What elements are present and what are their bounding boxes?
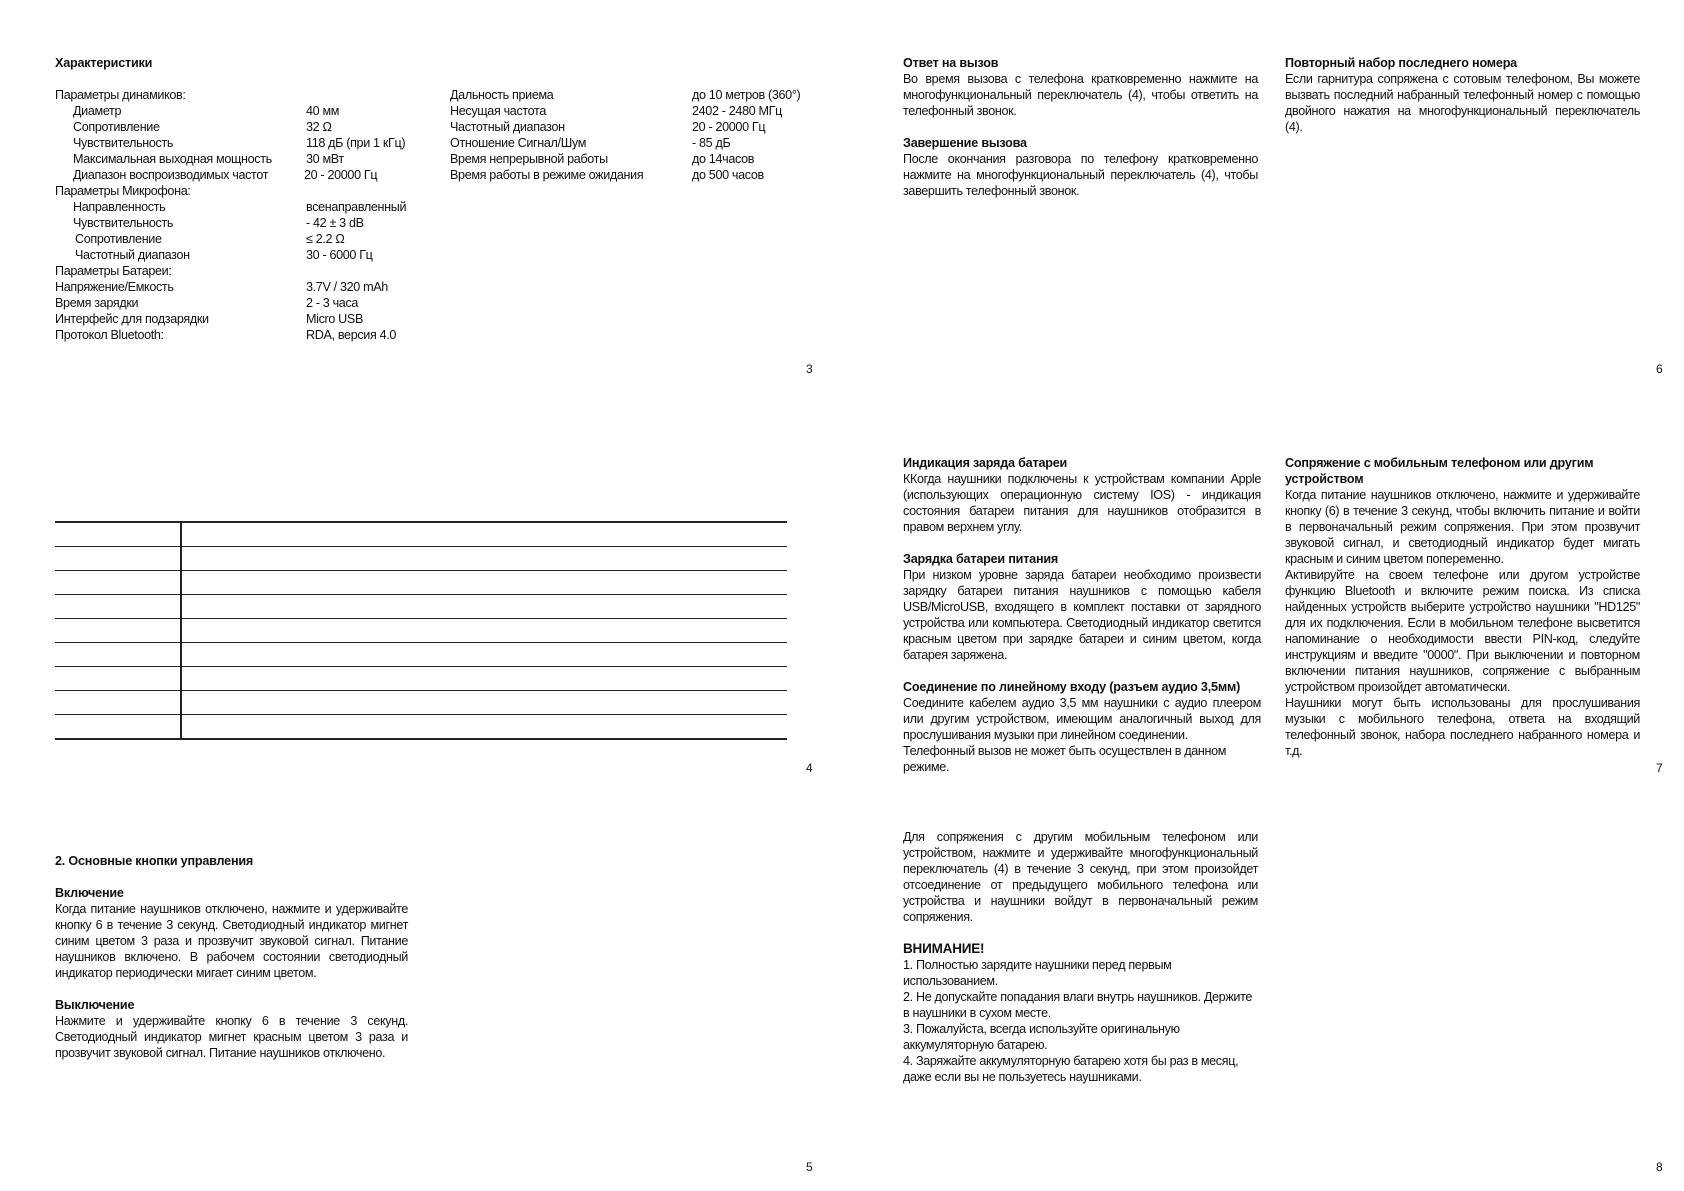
radio-spec-list <box>450 87 801 183</box>
spec-row: Направленность всенаправленный <box>73 200 407 214</box>
spec-row: Частотный диапазон 30 - 6000 Гц <box>75 248 373 262</box>
list-item: 2. Не допускайте попадания влаги внутрь наушников. Держите в наушники в сухом месте. <box>903 990 1253 1020</box>
table-row <box>55 547 787 571</box>
spec-row: Напряжение/Емкость 3.7V / 320 mAh <box>55 280 388 294</box>
list-item: 1. Полностью зарядите наушники перед первым использованием. <box>903 958 1172 988</box>
spec-row: Параметры Микрофона: <box>55 184 191 198</box>
redial-text: Если гарнитура сопряжена с сотовым телефоном, Вы можете вызвать последний набранный телефонный номер с помощью двойного нажатия на многофункциональный переключатель (4). <box>1285 72 1640 134</box>
page-number-8: 8 <box>1656 1160 1663 1174</box>
page-number-7: 7 <box>1656 761 1663 775</box>
line-in-heading: Соединение по линейному входу (разъем аудио 3,5мм) <box>903 680 1241 694</box>
spec-row: Параметры Батареи: <box>55 264 172 278</box>
speaker-spec-list <box>55 87 415 343</box>
charging-text: При низком уровне заряда батареи необходимо произвести зарядку батареи питания наушников с помощью кабеля USB/MicroUSB, входящего в комплект поставки от зарядного устройства или компьютера. Светодиодный индикатор светится красным цветом при зарядке батареи и синим цветом, когда батарея заряжена. <box>903 568 1261 662</box>
table-row <box>55 522 787 547</box>
redial-section <box>1285 55 1640 135</box>
call-section <box>903 55 1258 199</box>
pairing-text-3: Наушники могут быть использованы для прослушивания музыки с мобильного телефона, ответа на входящий телефонный звонок, набора последнего набранного номера и т.д. <box>1285 696 1640 758</box>
line-in-note: Телефонный вызов не может быть осуществлен в данном режиме. <box>903 744 1227 774</box>
spec-row: Протокол Bluetooth: RDA, версия 4.0 <box>55 328 397 342</box>
table-row <box>55 595 787 619</box>
spec-row: Диаметр 40 мм <box>73 104 340 118</box>
answer-call-text: Во время вызова с телефона кратковременно нажмите на многофункциональный переключатель (4), чтобы ответить на телефонный звонок. <box>903 72 1258 118</box>
spec-row: Сопротивление ≤ 2.2 Ω <box>75 232 345 246</box>
page3-title: Характеристики <box>55 56 153 70</box>
pairing-heading: Сопряжение с мобильным телефоном или другим устройством <box>1285 456 1594 486</box>
battery-indication-text: ККогда наушники подключены к устройствам компании Apple (использующих операционную систему IOS) - индикация состояния батареи питания для наушников отобразится в правом верхнем углу. <box>903 472 1261 534</box>
warning-list <box>903 957 1258 1085</box>
empty-table <box>55 521 787 740</box>
repairing-section <box>903 829 1258 1085</box>
table-row <box>55 619 787 643</box>
list-item: 3. Пожалуйста, всегда используйте оригинальную аккумуляторную батарею. <box>903 1022 1180 1052</box>
spec-row: Частотный диапазон 20 - 20000 Гц <box>450 120 766 134</box>
page-number-3: 3 <box>806 362 813 376</box>
table-row <box>55 571 787 595</box>
spec-row: Параметры динамиков: <box>55 88 186 102</box>
spec-row: Чувствительность - 42 ± 3 dB <box>73 216 364 230</box>
list-item: 4. Заряжайте аккумуляторную батарею хотя бы раз в месяц, даже если вы не пользуетесь наушниками. <box>903 1054 1239 1084</box>
power-off-heading: Выключение <box>55 998 135 1012</box>
repairing-text: Для сопряжения с другим мобильным телефоном или устройством, нажмите и удерживайте многофункциональный переключатель (4) в течение 3 секунд, при этом произойдет отсоединение от предыдущего мобильного телефона или устройства и наушники войдут в первоначальный режим сопряжения. <box>903 830 1258 924</box>
battery-section <box>903 455 1261 775</box>
spec-row: Интерфейс для подзарядки Micro USB <box>55 312 364 326</box>
spec-row: Время работы в режиме ожидания до 500 часов <box>450 168 764 182</box>
warning-heading: ВНИМАНИЕ! <box>903 941 985 956</box>
section-title: 2. Основные кнопки управления <box>55 854 254 868</box>
spec-row: Максимальная выходная мощность 30 мВт <box>73 152 344 166</box>
pairing-section <box>1285 455 1640 759</box>
pairing-text-1: Когда питание наушников отключено, нажмите и удерживайте кнопку (6) в течение 3 секунд, чтобы включить питание и войти в первоначальный режим сопряжения. При этом прозвучит звуковой сигнал, и светодиодный индикатор будет мигать красным и синим цветом попеременно. <box>1285 488 1640 566</box>
page-number-4: 4 <box>806 761 813 775</box>
answer-call-heading: Ответ на вызов <box>903 56 999 70</box>
table-row <box>55 643 787 667</box>
charging-heading: Зарядка батареи питания <box>903 552 1059 566</box>
spec-row: Отношение Сигнал/Шум - 85 дБ <box>450 136 731 150</box>
spec-row: Время непрерывной работы до 14часов <box>450 152 755 166</box>
redial-heading: Повторный набор последнего номера <box>1285 56 1517 70</box>
spec-row: Сопротивление 32 Ω <box>73 120 332 134</box>
controls-section <box>55 853 408 1061</box>
spec-row: Несущая частота 2402 - 2480 МГц <box>450 104 782 118</box>
line-in-text: Соедините кабелем аудио 3,5 мм наушники с аудио плеером или другим устройством, имеющим аналогичный выход для прослушивания музыки при линейном соединении. <box>903 696 1261 742</box>
end-call-heading: Завершение вызова <box>903 136 1027 150</box>
battery-indication-heading: Индикация заряда батареи <box>903 456 1068 470</box>
table-row <box>55 691 787 715</box>
table-row <box>55 667 787 691</box>
end-call-text: После окончания разговора по телефону кратковременно нажмите на многофункциональный переключатель (4), чтобы завершить телефонный звонок. <box>903 152 1258 198</box>
power-on-text: Когда питание наушников отключено, нажмите и удерживайте кнопку 6 в течение 3 секунд. Светодиодный индикатор мигнет синим цветом 3 раза и прозвучит звуковой сигнал. Питание наушников включено. В рабочем состоянии светодиодный индикатор периодически мигает синим цветом. <box>55 902 408 980</box>
spec-row: Дальность приема до 10 метров (360°) <box>450 88 801 102</box>
pairing-text-2: Активируйте на своем телефоне или другом устройстве функцию Bluetooth и включите режим поиска. Из списка найденных устройств выберите устройство наушники "HD125" для их подключения. Если в мобильном телефоне высветится напоминание о необходимости ввести PIN-код, следуйте инструкциям и введите "0000". При выключении и повторном включении питания наушников, сопряжение с выбранным устройством произойдет автоматически. <box>1285 568 1640 694</box>
page-number-5: 5 <box>806 1160 813 1174</box>
spec-row: Время зарядки 2 - 3 часа <box>55 296 359 310</box>
power-off-text: Нажмите и удерживайте кнопку 6 в течение 3 секунд. Светодиодный индикатор мигнет красным цветом 3 раза и прозвучит звуковой сигнал. Питание наушников отключено. <box>55 1014 408 1060</box>
page-number-6: 6 <box>1656 362 1663 376</box>
table-row <box>55 715 787 740</box>
spec-row: Диапазон воспроизводимых частот 20 - 20000 Гц <box>73 168 378 182</box>
power-on-heading: Включение <box>55 886 124 900</box>
spec-row: Чувствительность 118 дБ (при 1 кГц) <box>73 136 406 150</box>
